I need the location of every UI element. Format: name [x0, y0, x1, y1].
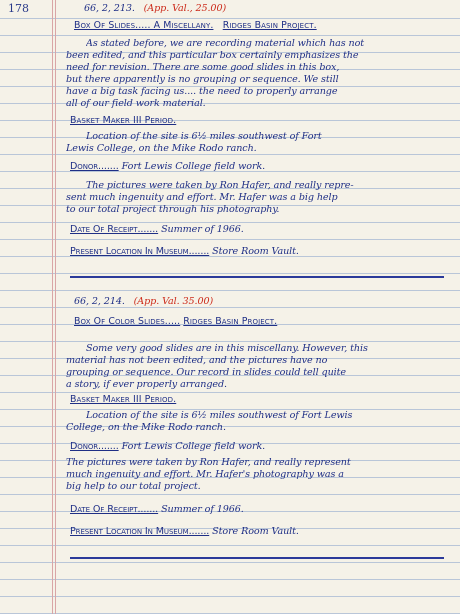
location-line: Lewis College, on the Mike Rodo ranch.	[66, 143, 257, 154]
receipt-line	[70, 224, 450, 236]
catalog-number: 66, 2, 214.	[74, 296, 125, 307]
description-line: material has not been edited, and the pictures have no	[66, 355, 328, 366]
location-line: Location of the site is 6½ miles southwest of Fort	[86, 131, 322, 142]
appraised-value: (App. Val. 35.00)	[133, 296, 214, 307]
entry-header	[84, 3, 450, 15]
entry-title-part2: Ridges Basin Project.	[222, 20, 317, 31]
pictures-line: The pictures were taken by Ron Hafer, and really represent	[66, 457, 351, 468]
description-line: but there apparently is no grouping or sequence. We still	[66, 74, 339, 85]
receipt-value: Summer of 1966.	[161, 504, 244, 515]
pictures-line: big help to our total project.	[66, 481, 201, 492]
donor-value: Fort Lewis College field work.	[121, 161, 266, 172]
entry-title-part1: Box Of Color Slides.....	[74, 316, 181, 327]
museum-location-line	[70, 526, 450, 538]
pictures-line: sent much ingenuity and effort. Mr. Hafer was a big help	[66, 192, 338, 203]
appraised-value: (App. Val., 25.00)	[143, 3, 227, 14]
catalog-number: 66, 2, 213.	[84, 3, 135, 14]
receipt-label: Date Of Receipt.......	[70, 504, 159, 515]
pictures-line: much ingenuity and effort. Mr. Hafer's photography was a	[66, 469, 344, 480]
description-line: all of our field work material.	[66, 98, 206, 109]
entry-title-part2: Ridges Basin Project.	[183, 316, 278, 327]
museum-location-label: Present Location In Museum.......	[70, 526, 210, 537]
receipt-line	[70, 504, 450, 516]
period-label: Basket Maker III Period.	[70, 115, 177, 126]
page-number: 178	[8, 2, 29, 15]
description-line: been edited, and this particular box certainly emphasizes the	[66, 50, 359, 61]
location-line: College, on the Mike Rodo ranch.	[66, 422, 226, 433]
period-label: Basket Maker III Period.	[70, 394, 177, 405]
location-line: Location of the site is 6½ miles southwest of Fort Lewis	[86, 410, 353, 421]
entry-divider	[70, 557, 444, 559]
pictures-line: The pictures were taken by Ron Hafer, and really repre-	[86, 180, 354, 191]
donor-label: Donor.......	[70, 161, 119, 172]
description-line: need for revision. There are some good slides in this box,	[66, 62, 340, 73]
entry-title	[74, 316, 450, 328]
margin-line	[52, 0, 53, 614]
donor-label: Donor.......	[70, 441, 119, 452]
description-line: grouping or sequence. Our record in slides could tell quite	[66, 367, 346, 378]
donor-line	[70, 161, 450, 173]
description-line: As stated before, we are recording material which has not	[86, 38, 365, 49]
museum-location-value: Store Room Vault.	[212, 526, 299, 537]
donor-value: Fort Lewis College field work.	[121, 441, 266, 452]
pictures-line: to our total project through his photography.	[66, 204, 280, 215]
receipt-value: Summer of 1966.	[161, 224, 244, 235]
receipt-label: Date Of Receipt.......	[70, 224, 159, 235]
entry-title	[74, 20, 450, 32]
museum-location-line	[70, 246, 450, 258]
entry-divider	[70, 276, 444, 278]
museum-location-value: Store Room Vault.	[212, 246, 299, 257]
donor-line	[70, 441, 450, 453]
description-line: Some very good slides are in this miscellany. However, this	[86, 343, 368, 354]
entry-title-part1: Box Of Slides..... A Miscellany.	[74, 20, 214, 31]
museum-location-label: Present Location In Museum.......	[70, 246, 210, 257]
description-line: have a big task facing us.... the need to properly arrange	[66, 86, 338, 97]
margin-line-inner	[55, 0, 56, 614]
entry-header	[74, 296, 450, 308]
description-line: a story, if ever properly arranged.	[66, 379, 227, 390]
